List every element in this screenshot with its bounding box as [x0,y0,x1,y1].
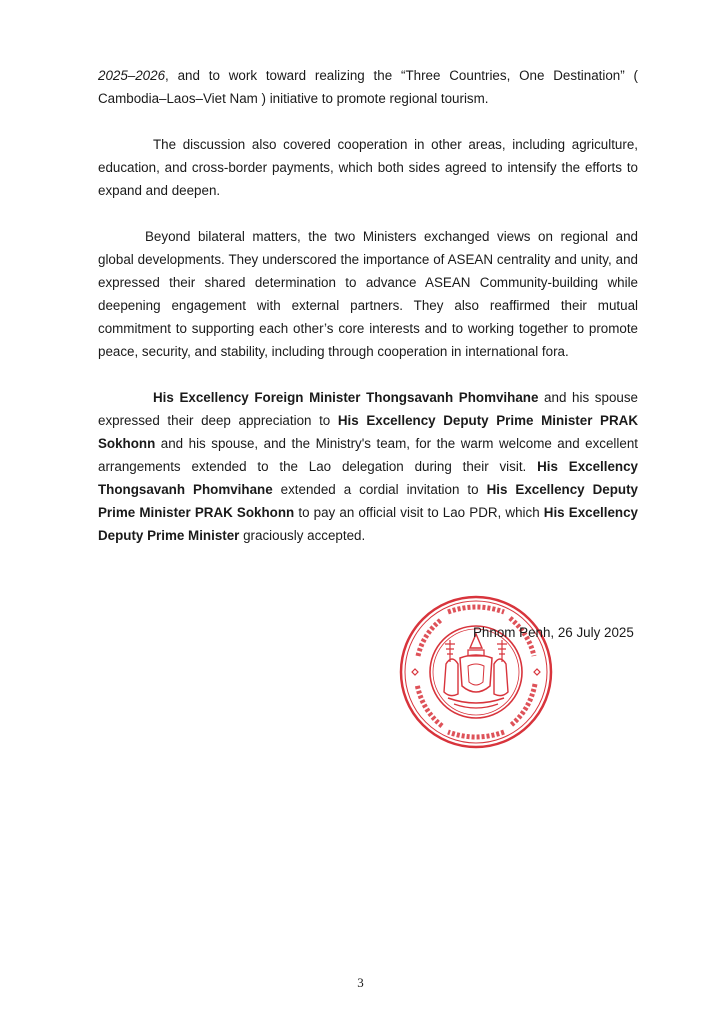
body-text [98,64,638,570]
paragraph-appreciation: His Excellency Foreign Minister Thongsavanh Phomvihane and his spouse expressed their deep appreciation to His Excellency Deputy Prime Minister PRAK Sokhonn and his spouse, and the Ministry's team, for the warm welcome and excellent arrangements extended to the Lao delegation during their visit. His Excellency Thongsavanh Phomvihane extended a cordial invitation to His Excellency Deputy Prime Minister PRAK Sokhonn to pay an official visit to Lao PDR, which His Excellency Deputy Prime Minister graciously accepted. [98,390,639,543]
place-date: Phnom Penh, 26 July 2025 [473,625,634,640]
paragraph-tourism: 2025–2026, and to work toward realizing the “Three Countries, One Destination” ( Cambodia–Laos–Viet Nam ) initiative to promote regional tourism. [98,68,638,106]
year-range: 2025–2026 [98,68,166,83]
ministry-seal-icon [398,594,554,750]
paragraph-regional-views: Beyond bilateral matters, the two Ministers exchanged views on regional and global developments. They underscored the importance of ASEAN centrality and unity, and expressed their shared determination to advance ASEAN Community-building while deepening engagement with external partners. They also reaffirmed their mutual commitment to supporting each other’s core interests and to working together to promote peace, security, and stability, including through cooperation in international fora. [98,229,638,359]
paragraph-cooperation: The discussion also covered cooperation in other areas, including agriculture, education, and cross-border payments, which both sides agreed to intensify the efforts to expand and deepen. [98,137,638,198]
page-number: 3 [357,975,364,990]
